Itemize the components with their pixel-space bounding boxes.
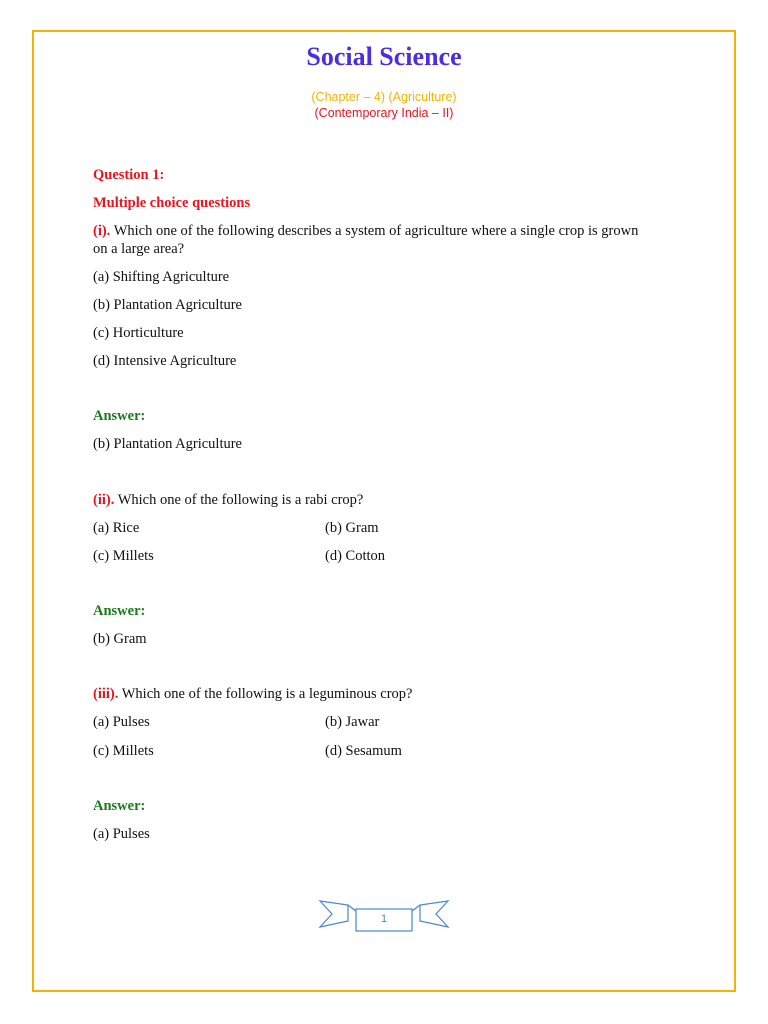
q3-option-b: (b) Jawar [325,714,380,730]
q3-answer-label: Answer: [93,798,146,814]
q2-option-b: (b) Gram [325,520,379,536]
page-title: Social Science [306,42,462,71]
section-heading: Multiple choice questions [93,195,251,211]
q3-option-c: (c) Millets [93,743,154,759]
q2-answer: (b) Gram [93,631,147,647]
q3-number: (iii). [93,686,119,702]
q1-option-d: (d) Intensive Agriculture [93,353,237,369]
q3-answer: (a) Pulses [93,826,150,842]
q3-option-a: (a) Pulses [93,714,150,730]
q3-text [93,685,413,703]
q3-text-body: Which one of the following is a leguminous crop? [121,686,413,702]
q2-number: (ii). [93,492,115,508]
question-label: Question 1: [93,167,165,183]
q1-option-a: (a) Shifting Agriculture [93,269,230,285]
q2-option-a: (a) Rice [93,520,140,536]
q1-text [93,222,638,240]
q1-option-b: (b) Plantation Agriculture [93,297,242,313]
q1-option-c: (c) Horticulture [93,325,184,341]
q2-options-row1 [93,519,139,537]
q1-text-line1: Which one of the following describes a system of agriculture where a single crop is grown [113,223,639,239]
chapter-subtitle: (Chapter – 4) (Agriculture) [311,90,457,104]
q2-option-c: (c) Millets [93,548,154,564]
q3-option-d: (d) Sesamum [325,743,402,759]
q2-text [93,491,363,509]
book-subtitle: (Contemporary India – II) [314,106,454,120]
q2-option-d: (d) Cotton [325,548,386,564]
q1-answer-label: Answer: [93,408,146,424]
q2-text-body: Which one of the following is a rabi crop? [117,492,364,508]
q1-number: (i). [93,223,111,239]
q1-text-line2: on a large area? [93,241,185,257]
q1-answer: (b) Plantation Agriculture [93,436,242,452]
page-number: 1 [380,913,388,925]
q2-answer-label: Answer: [93,603,146,619]
